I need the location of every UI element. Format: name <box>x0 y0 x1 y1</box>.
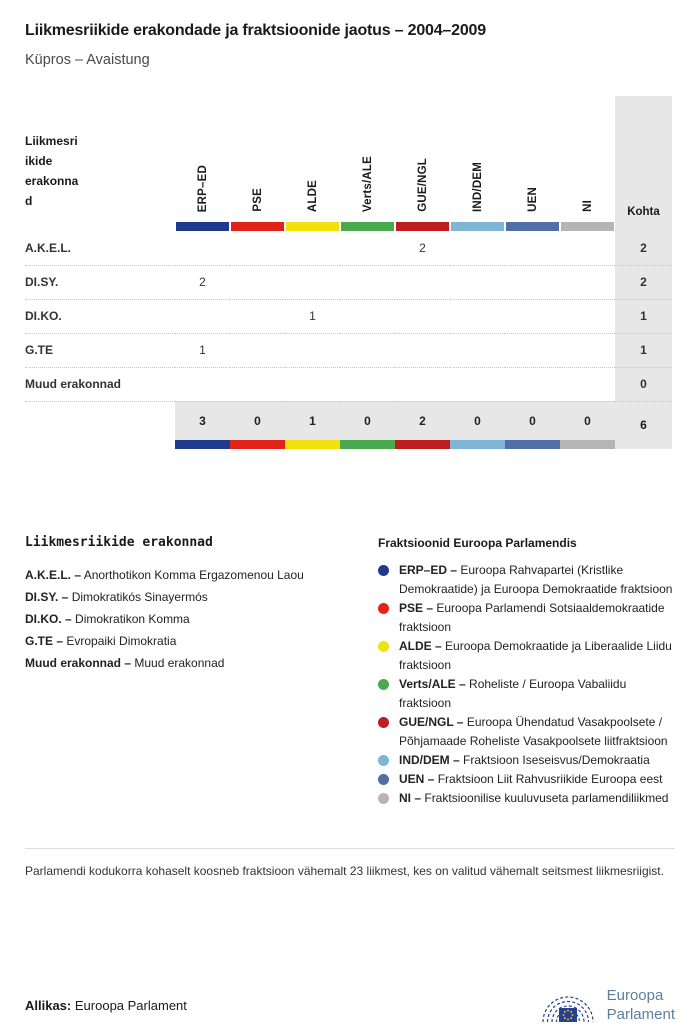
column-header-kohta <box>615 96 672 231</box>
column-color-bar <box>561 222 614 231</box>
table-cell: 2 <box>175 265 230 299</box>
totals-label-cell <box>25 401 175 449</box>
table-cell: 1 <box>285 299 340 333</box>
table-cell <box>560 299 615 333</box>
footnote: Parlamendi kodukorra kohaselt koosneb fraktsioon vähemalt 23 liikmest, kes on valitud vähemalt seitsmest liikmesriigist. <box>25 863 664 878</box>
page-subtitle: Küpros – Avaistung <box>25 52 150 68</box>
row-total: 2 <box>615 231 672 265</box>
table-cell <box>395 333 450 367</box>
column-total: 0 <box>230 401 285 449</box>
column-total: 0 <box>560 401 615 449</box>
column-color-bar <box>286 222 339 231</box>
column-header-uen <box>505 96 560 231</box>
table-cell <box>505 333 560 367</box>
column-label: ERP–ED <box>196 164 209 212</box>
table-cell <box>505 367 560 401</box>
table-row-disy <box>25 265 672 299</box>
legend-parties <box>25 535 378 808</box>
column-color-bar <box>450 440 505 449</box>
table-cell <box>175 299 230 333</box>
column-label: IND/DEM <box>471 162 484 212</box>
column-color-bar <box>560 440 615 449</box>
column-header-gue-ngl <box>395 96 450 231</box>
table-cell <box>395 299 450 333</box>
table-row-akel <box>25 231 672 265</box>
row-header-label: Liikmesriikide erakonnad <box>25 134 79 208</box>
table-cell <box>450 367 505 401</box>
legend-party-item: A.K.E.L. – Anorthotikon Komma Ergazomenou Laou <box>25 567 304 582</box>
table-cell <box>230 265 285 299</box>
table-cell <box>340 299 395 333</box>
table-row-gte <box>25 333 672 367</box>
column-total: 0 <box>340 401 395 449</box>
column-color-bar <box>341 222 394 231</box>
source-line: Allikas: Euroopa Parlament <box>25 997 187 1013</box>
column-color-bar <box>396 222 449 231</box>
column-total: 0 <box>505 401 560 449</box>
table-cell <box>560 367 615 401</box>
table-cell <box>230 231 285 265</box>
party-label: G.TE <box>25 333 175 367</box>
legend-party-item: DI.KO. – Dimokratikon Komma <box>25 611 190 626</box>
table-cell <box>340 333 395 367</box>
column-total: 1 <box>285 401 340 449</box>
table-row-muud <box>25 367 672 401</box>
grand-total: 6 <box>615 401 672 449</box>
legend-group-item: ALDE – Euroopa Demokraatide ja Liberaalide Liidu fraktsioon <box>378 637 675 675</box>
table-cell <box>230 333 285 367</box>
table-header-row <box>25 96 672 231</box>
table-cell <box>560 231 615 265</box>
table-cell <box>285 231 340 265</box>
column-header-erp-ed <box>175 96 230 231</box>
legend-group-item: UEN – Fraktsioon Liit Rahvusriikide Euroopa eest <box>378 770 675 789</box>
legend-parties-heading: Liikmesriikide erakonnad <box>25 534 213 550</box>
distribution-table <box>25 96 672 449</box>
legend-group-item: Verts/ALE – Roheliste / Euroopa Vabaliidu fraktsioon <box>378 675 675 713</box>
table-cell <box>395 367 450 401</box>
group-color-dot <box>378 717 389 728</box>
column-color-bar <box>285 440 340 449</box>
table-cell <box>505 265 560 299</box>
table-cell <box>450 299 505 333</box>
table-cell <box>230 299 285 333</box>
row-total: 1 <box>615 333 672 367</box>
column-header-alde <box>285 96 340 231</box>
column-color-bar <box>176 222 229 231</box>
party-label: Muud erakonnad <box>25 367 175 401</box>
legend-party-item: G.TE – Evropaiki Dimokratia <box>25 633 177 648</box>
column-header-ind-dem <box>450 96 505 231</box>
party-label: DI.SY. <box>25 265 175 299</box>
european-parliament-logo <box>539 984 675 1026</box>
row-total: 0 <box>615 367 672 401</box>
table-cell <box>285 367 340 401</box>
table-cell <box>395 265 450 299</box>
party-label: A.K.E.L. <box>25 231 175 265</box>
legend-group-item: NI – Fraktsioonilise kuuluvuseta parlamendiliikmed <box>378 789 675 808</box>
legend-groups <box>378 535 675 808</box>
table-cell <box>450 333 505 367</box>
column-label: ALDE <box>306 179 319 212</box>
legend-group-item: GUE/NGL – Euroopa Ühendatud Vasakpoolsete / Põhjamaade Roheliste Vasakpoolsete liitfraktsioon <box>378 713 675 751</box>
row-total: 2 <box>615 265 672 299</box>
table-cell <box>285 333 340 367</box>
column-header-ni <box>560 96 615 231</box>
table-cell <box>560 333 615 367</box>
legend-group-item: IND/DEM – Fraktsioon Iseseisvus/Demokraatia <box>378 751 675 770</box>
table-cell <box>560 265 615 299</box>
table-cell <box>505 299 560 333</box>
column-color-bar <box>231 222 284 231</box>
hemicycle-logo-icon <box>539 984 597 1026</box>
row-total: 1 <box>615 299 672 333</box>
column-total: 0 <box>450 401 505 449</box>
footnote-divider <box>25 848 675 849</box>
column-color-bar <box>395 440 450 449</box>
table-cell <box>340 367 395 401</box>
table-row-diko <box>25 299 672 333</box>
column-label: Verts/ALE <box>361 155 374 212</box>
group-color-dot <box>378 603 389 614</box>
group-color-dot <box>378 679 389 690</box>
row-header <box>25 96 175 231</box>
column-label: NI <box>581 200 594 212</box>
kohta-label: Kohta <box>627 206 660 218</box>
group-color-dot <box>378 774 389 785</box>
group-color-dot <box>378 565 389 576</box>
column-total: 2 <box>395 401 450 449</box>
table-cell: 1 <box>175 333 230 367</box>
page-title: Liikmesriikide erakondade ja fraktsioonide jaotus – 2004–2009 <box>25 22 486 39</box>
column-label: PSE <box>251 188 264 212</box>
table-cell <box>505 231 560 265</box>
legend-groups-heading: Fraktsioonid Euroopa Parlamendis <box>378 535 577 550</box>
group-color-dot <box>378 641 389 652</box>
legend-party-item: Muud erakonnad – Muud erakonnad <box>25 655 225 670</box>
column-color-bar <box>340 440 395 449</box>
legend-party-item: DI.SY. – Dimokratikós Sinayermós <box>25 589 208 604</box>
group-color-dot <box>378 755 389 766</box>
column-total: 3 <box>175 401 230 449</box>
column-color-bar <box>175 440 230 449</box>
table-cell <box>340 231 395 265</box>
table-cell <box>230 367 285 401</box>
column-color-bar <box>230 440 285 449</box>
legend-group-item: ERP–ED – Euroopa Rahvapartei (Kristlike Demokraatide) ja Euroopa Demokraatide fraktsioon <box>378 561 675 599</box>
table-cell <box>285 265 340 299</box>
logo-wordmark: Euroopa Parlament <box>606 987 675 1023</box>
table-totals-row <box>25 401 672 449</box>
footer <box>25 984 675 1026</box>
legend-section <box>25 535 675 808</box>
column-label: GUE/NGL <box>416 158 429 212</box>
table-cell <box>175 367 230 401</box>
column-header-pse <box>230 96 285 231</box>
table-cell <box>175 231 230 265</box>
group-color-dot <box>378 793 389 804</box>
column-color-bar <box>506 222 559 231</box>
table-cell <box>340 265 395 299</box>
column-header-verts-ale <box>340 96 395 231</box>
table-cell <box>450 265 505 299</box>
table-cell: 2 <box>395 231 450 265</box>
column-color-bar <box>451 222 504 231</box>
table-cell <box>450 231 505 265</box>
party-label: DI.KO. <box>25 299 175 333</box>
column-label: UEN <box>526 187 539 212</box>
legend-group-item: PSE – Euroopa Parlamendi Sotsiaaldemokraatide fraktsioon <box>378 599 675 637</box>
column-color-bar <box>505 440 560 449</box>
